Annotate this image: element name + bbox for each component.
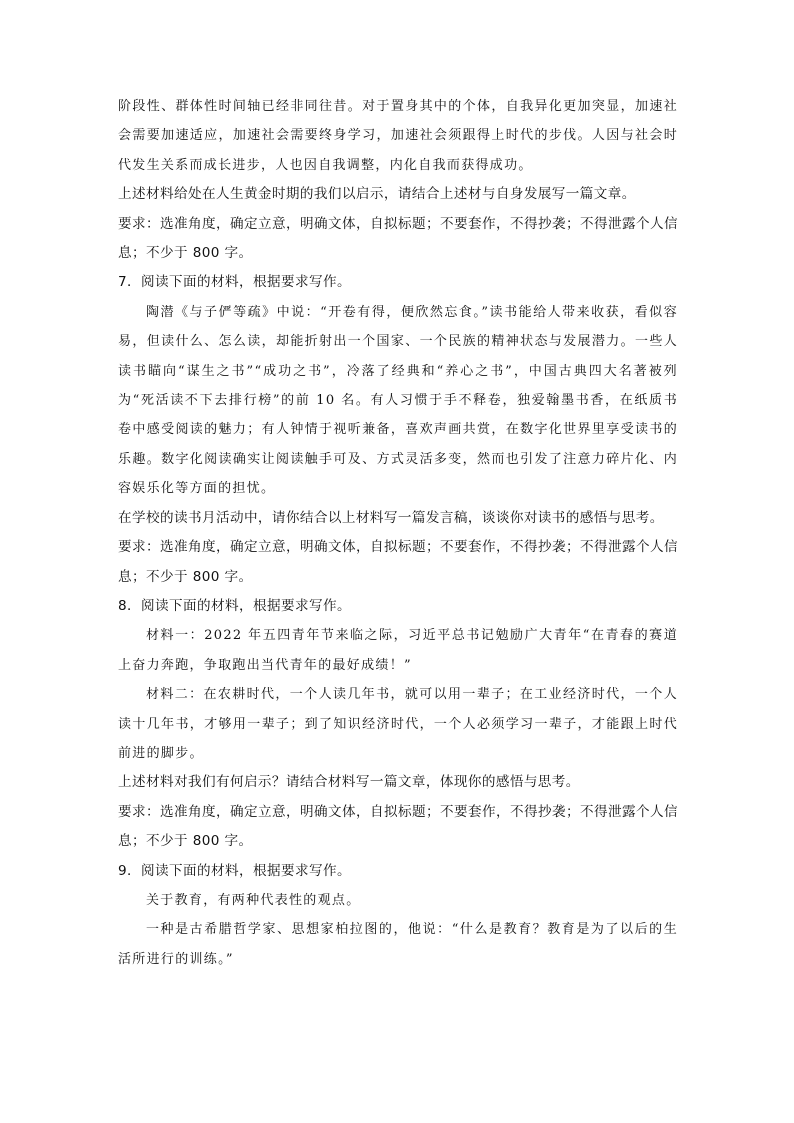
q9-material-view-1: 一种是古希腊哲学家、思想家柏拉图的，他说：“什么是教育？教育是为了以后的生活所进行的训练。”	[118, 922, 678, 967]
q9-material-intro: 关于教育，有两种代表性的观点。	[146, 892, 361, 908]
q8-requirement: 要求：选准角度，确定立意，明确文体，自拟标题；不要套作，不得抄袭；不得泄露个人信息；不少于 800 字。	[118, 803, 678, 850]
q7-prompt: 在学校的读书月活动中，请你结合以上材料写一篇发言稿，谈谈你对读书的感悟与思考。	[118, 509, 664, 526]
q6-prompt: 上述材料给处在人生黄金时期的我们以启示，请结合上述材与自身发展写一篇文章。	[118, 186, 636, 203]
document-page	[118, 92, 678, 974]
q8-material-2: 材料二：在农耕时代，一个人读几年书，就可以用一辈子；在工业经济时代，一个人读十几年书，才够用一辈子；到了知识经济时代，一个人必须学习一辈子，才能跟上时代前进的脚步。	[118, 687, 678, 761]
question-6	[118, 92, 678, 268]
q8-heading: 8．阅读下面的材料，根据要求写作。	[118, 597, 351, 614]
q8-material-1: 材料一：2022 年五四青年节来临之际，习近平总书记勉励广大青年“在青春的赛道上奋力奔跑，争取跑出当代青年的最好成绩！”	[118, 628, 678, 673]
q7-heading: 7．阅读下面的材料，根据要求写作。	[118, 274, 351, 291]
question-7	[118, 268, 678, 591]
q7-requirement: 要求：选准角度，确定立意，明确文体，自拟标题；不要套作，不得抄袭；不得泄露个人信息；不少于 800 字。	[118, 539, 678, 585]
q6-material-tail: 阶段性、群体性时间轴已经非同往昔。对于置身其中的个体，自我异化更加突显，加速社会需要加速适应，加速社会需要终身学习，加速社会须跟得上时代的步伐。人因与社会时代发生关系而成长进步，人也因自我调整，内化自我而获得成功。	[118, 99, 678, 173]
question-9	[118, 857, 678, 975]
q9-heading: 9．阅读下面的材料，根据要求写作。	[118, 862, 351, 879]
q8-prompt: 上述材料对我们有何启示？请结合材料写一篇文章，体现你的感悟与思考。	[118, 774, 580, 791]
q6-requirement: 要求：选准角度，确定立意，明确文体，自拟标题；不要套作，不得抄袭；不得泄露个人信息；不少于 800 字。	[118, 215, 678, 262]
question-8	[118, 592, 678, 857]
q7-material: 陶潜《与子俨等疏》中说：“开卷有得，便欣然忘食。”读书能给人带来收获，看似容易，但读什么、怎么读，却能折射出一个国家、一个民族的精神状态与发展潜力。一些人读书瞄向“谋生之书”“成功之书”，冷落了经典和“养心之书”，中国古典四大名著被列为“死活读不下去排行榜”的前 10 名。有人习惯于手不释卷，独爱翰墨书香，在纸质书卷中感受阅读的魅力；有人钟情于视听兼备，喜欢声画共赏，在数字化世界里享受读书的乐趣。数字化阅读确实让阅读触手可及、方式灵活多变，然而也引发了注意力碎片化、内容娱乐化等方面的担忧。	[118, 304, 678, 497]
